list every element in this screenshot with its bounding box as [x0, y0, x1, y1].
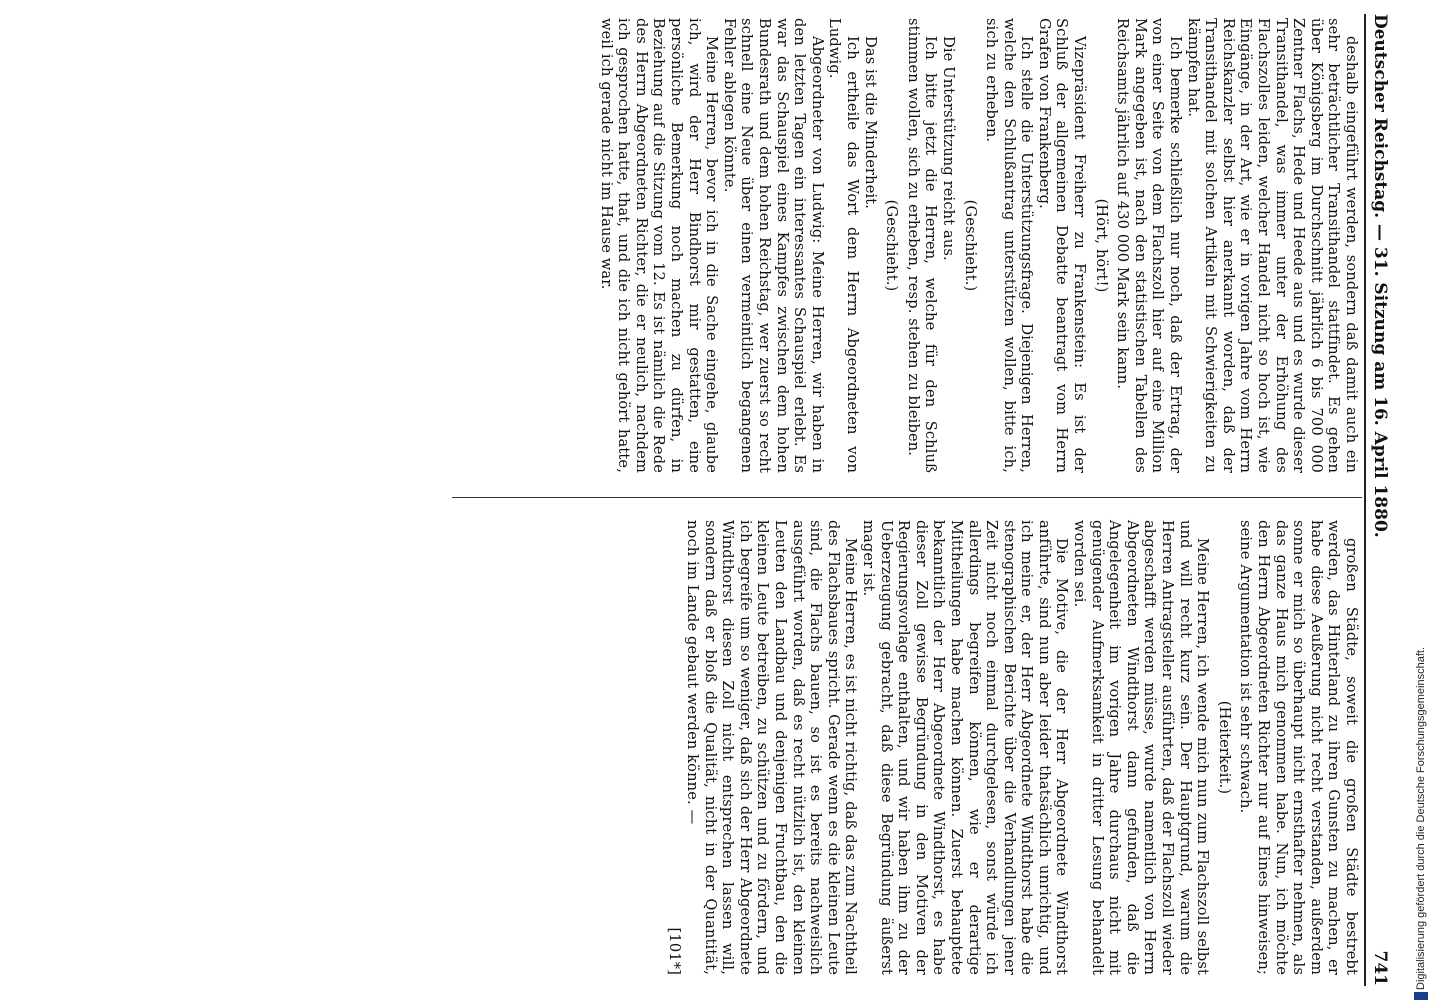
signature-mark: [101*] — [666, 927, 684, 975]
paragraph: Ich bitte jetzt die Herren, welche für den Schluß stimmen wollen, sich zu erheben, resp. stehen zu bleiben. — [904, 18, 940, 473]
paragraph: Die Motive, die der Herr Abgeordnete Windthorst anführte, sind nun aber leider thatsächlich unrichtig, und ich meine er, der Herr Abgeordnete Windthorst habe die stenographischen Berichte über die Verhandlungen jener Zeit nicht noch einmal durchgelesen, sonst würde ich allerdings begreifen können, wie er derartige Mittheilungen habe machen können. Zuerst behauptete bekanntlich der Herr Abgeordnete Windthorst, es habe dieser Zoll gewisse Begründung in den Motiven der Regierungsvorlage enthalten, und wir haben ihm zu der Ueberzeugung gebracht, daß diese Begründung äußerst mager ist. — [859, 520, 1071, 975]
paragraph: Vizepräsident Freiherr zu Frankenstein: Es ist der Schluß der allgemeinen Debatte beantragt vom Herrn Grafen von Frankenberg. — [1035, 18, 1089, 473]
interjection: (Geschieht.) — [883, 199, 901, 292]
left-column — [597, 18, 1360, 473]
paragraph: Die Unterstützung reicht aus. — [939, 36, 957, 261]
page-number: 741 — [1370, 950, 1390, 986]
interjection: (Heiterkeit.) — [1215, 700, 1233, 795]
interjection: (Geschieht.) — [961, 199, 979, 292]
paragraph: Das ist die Minderheit. — [861, 36, 879, 210]
paragraph: deshalb eingeführt werden, sondern daß damit auch ein sehr beträchtlicher Transithandel stattfindet. Es gehen über Königsberg im Durchschnitt jährlich 6 bis 700 000 Zentner Flachs, Hede und Heede aus und es wurde dieser Transithandel, was immer unter der Erhöhung des Flachszolles leiden, welcher Handel nicht so hoch ist, wie Eingänge, in der Art, wie er in vorigen Jahre vom Herrn Reichskanzler selbst hier anerkannt worden, daß der Transithandel mit solchen Artikeln mit Schwierigkeiten zu kämpfen hat. — [1184, 18, 1360, 473]
dfg-logo-icon — [1414, 992, 1428, 1000]
paragraph: Abgeordneter von Ludwig: Meine Herren, wir haben in den letzten Tagen ein interessantes Schauspiel erlebt. Es war das Schauspiel eines Kampfes zwischen dem hohen Bundesrath und dem hohen Reichstag, wer zuerst so recht schnell eine Neue über einen vermeintlich begangenen Fehler ablegen könnte. — [720, 18, 826, 473]
header-rule — [1364, 14, 1366, 986]
paragraph: großen Städte, soweit die großen Städte bestrebt werden, das Hinterland zu ihren Gunsten zu machen, er habe diese Aeußerung nicht recht verstanden, außerdem sonne er mich so überhaupt nicht ernsthafter nehmen, als das ganze Haus mich genommen habe. Nun, ich möchte den Herrn Abgeordneten Richter nur auf Eines hinweisen; seine Argumentation ist sehr schwach. — [1237, 520, 1360, 975]
paragraph: Meine Herren, ich wende mich nun zum Flachszoll selbst und will recht kurz sein. Der Hauptgrund, warum die Herren Antragsteller ausführten, daß der Flachszoll wieder abgeschafft werden müsse, wurde namentlich von Herrn Abgeordneten Windthorst dann gefunden, daß die Angelegenheit im vorigen Jahre durchaus nicht mit genügender Aufmerksamkeit in dritter Lesung behandelt worden sei. — [1071, 520, 1212, 975]
paragraph: Meine Herren, bevor ich in die Sache eingehe, glaube ich, wird der Herr Bindhorst mir gestatten, eine persönliche Bemerkung noch machen zu dürfen, in Beziehung auf die Sitzung vom 12. Es ist nämlich die Rede des Herrn Abgeordneten Richter, die er neulich, nachdem ich gesprochen hatte, that, und die ich nicht gehört hatte, weil ich gerade nicht im Hause war. — [597, 18, 721, 473]
interjection: (Hört, hört!) — [1092, 198, 1110, 293]
running-title: Deutscher Reichstag. — 31. Sitzung am 16. April 1880. — [1370, 14, 1390, 538]
paragraph: Ich ertheile das Wort dem Herrn Abgeordneten von Ludwig. — [826, 18, 861, 473]
dfg-credit — [1412, 0, 1432, 1000]
credit-text: Digitalisierung gefördert durch die Deutsche Forschungsgemeinschaft. — [1415, 646, 1427, 990]
page-header — [1362, 14, 1396, 986]
column-divider — [452, 497, 1362, 498]
paragraph: Ich stelle die Unterstützungsfrage. Diejenigen Herren, welche den Schlußantrag unterstützen wollen, bitte ich, sich zu erheben. — [983, 18, 1036, 473]
paragraph: Meine Herren, es ist nicht richtig, daß das zum Nachtheil des Flachsbaues spricht. Gerade wenn es die kleinen Leute sind, die Flachs bauen, so ist es bereits nachweislich ausgeführt worden, daß es recht nützlich ist, den kleinen Leuten den Landbau und denjenigen Fruchtbau, den die kleinen Leute betreiben, zu schützen und zu fördern, und ich begreife um so weniger, daß sich der Herr Abgeordnete Windthorst diesen Zoll nicht entsprechen lassen will, sondern daß er bloß die Qualität, nicht in der Quantität, noch im Lande gebaut werden könne. — — [684, 520, 860, 975]
right-column — [666, 520, 1360, 975]
paragraph: Ich bemerke schließlich nur noch, daß der Ertrag, der von einer Seite von dem Flachszoll hier auf eine Million Mark angegeben ist, nach den statistischen Tabellen des Reichsamts jährlich auf 430 000 Mark sein kann. — [1114, 18, 1185, 473]
